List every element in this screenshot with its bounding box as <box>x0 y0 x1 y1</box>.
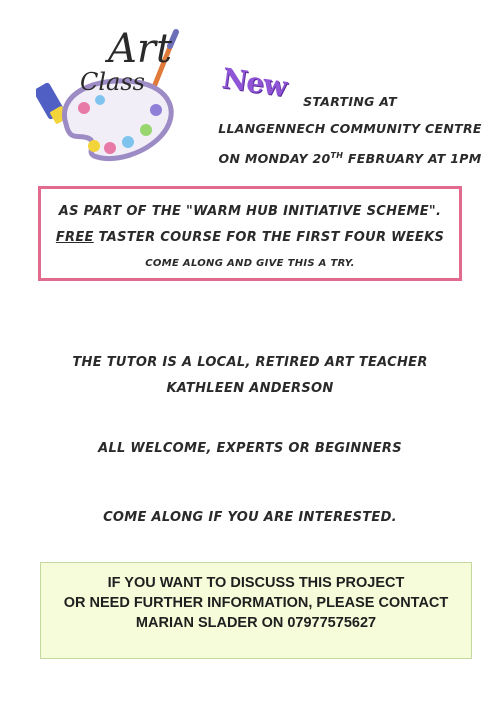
header-line-starting: STARTING AT <box>303 94 397 109</box>
new-badge: New <box>220 61 289 104</box>
scheme-info-box <box>38 186 462 281</box>
free-emphasis: FREE <box>55 230 94 245</box>
come-along-line: COME ALONG AND GIVE THIS A TRY. <box>145 258 355 269</box>
contact-line-1: IF YOU WANT TO DISCUSS THIS PROJECT <box>107 575 405 591</box>
header-line-venue: LLANGENNECH COMMUNITY CENTRE <box>218 121 482 136</box>
date-suffix: FEBRUARY AT 1PM <box>343 151 482 167</box>
welcome-line: ALL WELCOME, EXPERTS OR BEGINNERS <box>98 441 402 456</box>
art-class-logo <box>36 24 186 169</box>
scheme-line: AS PART OF THE "WARM HUB INITIATIVE SCHEME". <box>58 204 442 219</box>
contact-line-2: OR NEED FURTHER INFORMATION, PLEASE CONTACT <box>63 595 449 611</box>
date-prefix: ON MONDAY 20 <box>218 151 331 167</box>
date-ordinal: TH <box>330 151 344 160</box>
free-course-text: TASTER COURSE FOR THE FIRST FOUR WEEKS <box>93 230 445 245</box>
tutor-line: THE TUTOR IS A LOCAL, RETIRED ART TEACHER <box>72 355 428 370</box>
contact-box <box>40 562 472 659</box>
logo-word-art: Art <box>108 26 173 72</box>
contact-line-3: MARIAN SLADER ON 07977575627 <box>135 615 377 631</box>
logo-word-class: Class <box>80 68 145 96</box>
tutor-name: KATHLEEN ANDERSON <box>166 381 334 396</box>
header-line-date <box>205 142 495 172</box>
event-details <box>205 88 495 172</box>
free-course-line <box>41 225 459 251</box>
interested-line: COME ALONG IF YOU ARE INTERESTED. <box>103 510 397 525</box>
